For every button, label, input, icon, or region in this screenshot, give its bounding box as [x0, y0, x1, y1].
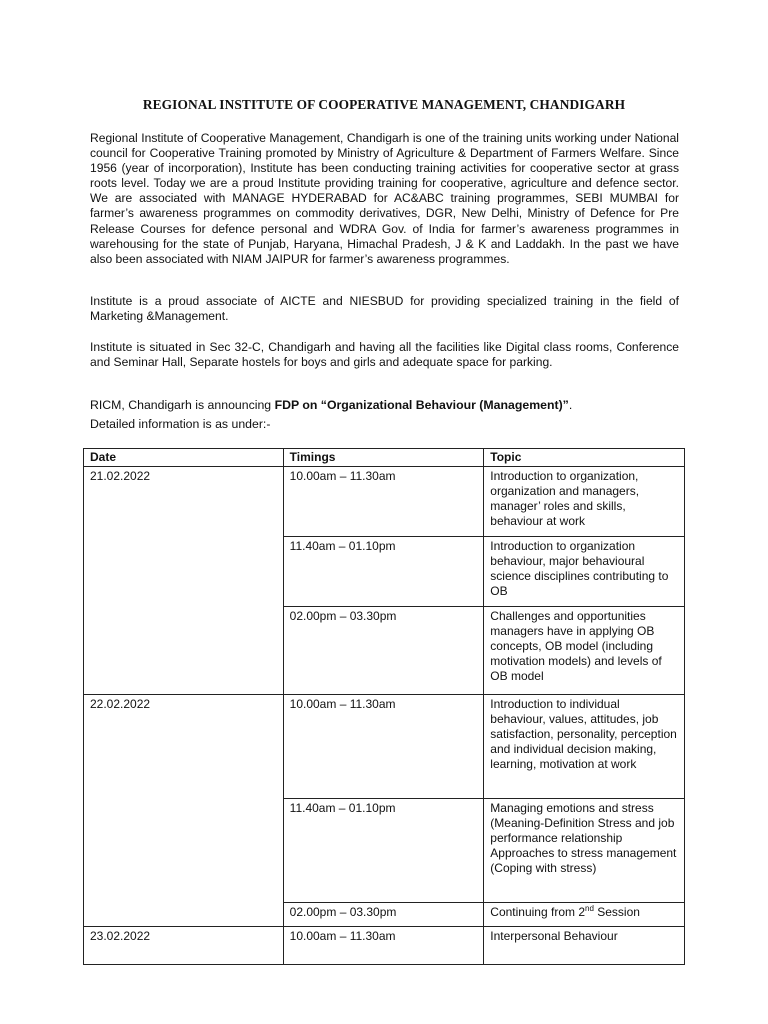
topic-cell: Challenges and opportunities managers have in applying OB concepts, OB model (including motivation models) and levels of OB model — [484, 607, 685, 695]
announcement-suffix: . — [568, 398, 573, 412]
date-cell: 22.02.2022 — [84, 695, 284, 799]
table-header-row — [84, 449, 685, 467]
table-row — [84, 467, 685, 537]
time-cell: 11.40am – 01.10pm — [283, 799, 484, 903]
location-paragraph: Institute is situated in Sec 32-C, Chandigarh and having all the facilities like Digital class rooms, Conference and Seminar Hall, Separate hostels for boys and girls and adequate space for parking. — [90, 340, 679, 370]
date-cell — [84, 537, 284, 607]
topic-cell: Introduction to organization, organization and managers, manager’ roles and skills, behaviour at work — [484, 467, 685, 537]
topic-cell: Managing emotions and stress (Meaning-Definition Stress and job performance relationship Approaches to stress management (Coping with stress) — [484, 799, 685, 903]
date-cell — [84, 903, 284, 927]
topic-cell: Introduction to individual behaviour, values, attitudes, job satisfaction, personality, perception and individual decision making, learning, motivation at work — [484, 695, 685, 799]
header-topic: Topic — [484, 449, 685, 467]
header-date: Date — [84, 449, 284, 467]
date-cell — [84, 799, 284, 903]
intro-paragraph: Regional Institute of Cooperative Management, Chandigarh is one of the training units working under National council for Cooperative Training promoted by Ministry of Agriculture & Department of Farmers Welfare. Since 1956 (year of incorporation), Institute has been conducting training activities for cooperative sector at grass roots level. Today we are a proud Institute providing training for cooperative, agriculture and defence sector. We are associated with MANAGE HYDERABAD for AC&ABC training programmes, SEBI MUMBAI for farmer’s awareness programmes on commodity derivatives, DGR, New Delhi, Ministry of Defence for Pre Release Courses for defence personal and WDRA Gov. of India for farmer’s awareness programmes in warehousing for the state of Punjab, Haryana, Himachal Pradesh, J & K and Laddakh. In the past we have also been associated with NIAM JAIPUR for farmer’s awareness programmes. — [90, 131, 679, 266]
header-timings: Timings — [283, 449, 484, 467]
time-cell: 10.00am – 11.30am — [283, 695, 484, 799]
topic-cell — [484, 903, 685, 927]
table-row — [84, 537, 685, 607]
date-cell: 21.02.2022 — [84, 467, 284, 537]
table-row — [84, 927, 685, 965]
document-title: REGIONAL INSTITUTE OF COOPERATIVE MANAGEMENT, CHANDIGARH — [142, 97, 626, 112]
topic-cell: Interpersonal Behaviour — [484, 927, 685, 965]
table-row — [84, 799, 685, 903]
announcement-prefix: RICM, Chandigarh is announcing — [90, 398, 275, 412]
time-cell: 10.00am – 11.30am — [283, 927, 484, 965]
time-cell: 11.40am – 01.10pm — [283, 537, 484, 607]
table-row — [84, 695, 685, 799]
topic-text: Continuing from 2 — [490, 905, 585, 919]
time-cell: 10.00am – 11.30am — [283, 467, 484, 537]
date-cell — [84, 607, 284, 695]
topic-cell: Introduction to organization behaviour, major behavioural science disciplines contributing to OB — [484, 537, 685, 607]
table-row — [84, 607, 685, 695]
topic-text-end: Session — [593, 905, 640, 919]
time-cell: 02.00pm – 03.30pm — [283, 607, 484, 695]
detail-line: Detailed information is as under:- — [90, 417, 271, 431]
announcement-line — [90, 398, 572, 412]
date-cell: 23.02.2022 — [84, 927, 284, 965]
announcement-program: FDP on “Organizational Behaviour (Management)” — [274, 398, 569, 412]
schedule-table — [83, 448, 685, 965]
time-cell: 02.00pm – 03.30pm — [283, 903, 484, 927]
table-row — [84, 903, 685, 927]
association-paragraph: Institute is a proud associate of AICTE and NIESBUD for providing specialized training in the field of Marketing &Management. — [90, 294, 679, 324]
ordinal-suffix: nd — [585, 904, 594, 913]
